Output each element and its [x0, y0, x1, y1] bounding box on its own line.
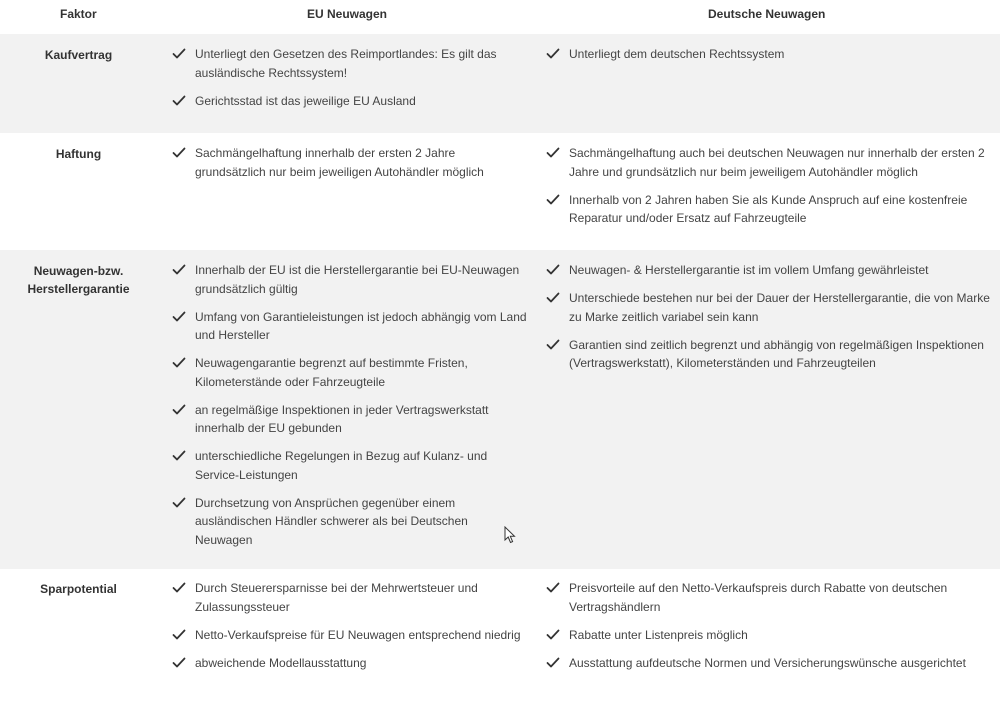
list-item-text: Sachmängelhaftung auch bei deutschen Neuwagen nur innerhalb der ersten 2 Jahre und grundsätzlich nur beim jeweiligem Autohändler möglich [569, 146, 985, 179]
check-icon [546, 146, 560, 159]
check-icon [172, 356, 186, 369]
header-faktor: Faktor [60, 7, 97, 21]
eu-neuwagen-cell [172, 261, 527, 559]
check-icon [172, 94, 186, 107]
list-item-text: Neuwagengarantie begrenzt auf bestimmte Fristen, Kilometerstände oder Fahrzeugteile [195, 356, 468, 389]
header-deutsche-neuwagen: Deutsche Neuwagen [708, 7, 826, 21]
list-item-text: Durchsetzung von Ansprüchen gegenüber einem ausländischen Händler schwerer als bei Deutschen Neuwagen [195, 495, 468, 547]
table-row [0, 569, 1000, 726]
deutsche-neuwagen-cell [546, 144, 990, 237]
list-item-text: abweichende Modellausstattung [195, 655, 367, 670]
list-item [546, 626, 990, 645]
list-item [546, 289, 990, 326]
check-icon [172, 403, 186, 416]
deutsche-neuwagen-cell [546, 579, 990, 682]
eu-neuwagen-cell [172, 144, 527, 191]
check-icon [172, 656, 186, 669]
check-icon [172, 146, 186, 159]
list-item-text: Preisvorteile auf den Netto-Verkaufspreis durch Rabatte von deutschen Vertragshändlern [569, 581, 948, 614]
list-item-text: Garantien sind zeitlich begrenzt und abhängig von regelmäßigen Inspektionen (Vertragswerkstatt), Kilometerständen und Fahrzeugteilen [569, 337, 984, 370]
list-item-text: Rabatte unter Listenpreis möglich [569, 627, 748, 642]
check-icon [172, 310, 186, 323]
eu-neuwagen-cell [172, 579, 527, 682]
list-item [172, 401, 527, 438]
list-item [546, 261, 990, 280]
check-icon [546, 47, 560, 60]
table-row [0, 34, 1000, 133]
list-item-text: Unterliegt den Gesetzen des Reimportlandes: Es gilt das ausländische Rechtssystem! [195, 47, 497, 80]
list-item-text: Sachmängelhaftung innerhalb der ersten 2 Jahre grundsätzlich nur beim jeweiligen Autohändler möglich [195, 146, 484, 179]
list-item [172, 308, 527, 345]
table-row [0, 250, 1000, 569]
list-item [172, 144, 527, 181]
list-item-text: Unterschiede bestehen nur bei der Dauer der Herstellergarantie, die von Marke zu Marke zeitlich variabel sein kann [569, 291, 990, 324]
check-icon [172, 628, 186, 641]
list-item-text: unterschiedliche Regelungen in Bezug auf Kulanz- und Service-Leistungen [195, 449, 488, 482]
deutsche-neuwagen-cell [546, 261, 990, 382]
list-item [546, 336, 990, 373]
check-icon [172, 263, 186, 276]
factor-label: Haftung [55, 147, 102, 161]
table-header [0, 0, 1000, 34]
list-item-text: Innerhalb von 2 Jahren haben Sie als Kunde Anspruch auf eine kostenfreie Reparatur und/oder Ersatz auf Fahrzeugteile [569, 192, 968, 225]
list-item-text: Netto-Verkaufspreise für EU Neuwagen entsprechend niedrig [195, 627, 521, 642]
check-icon [172, 581, 186, 594]
list-item [172, 45, 527, 82]
check-icon [546, 628, 560, 641]
list-item [172, 579, 527, 616]
check-icon [546, 338, 560, 351]
list-item-text: Unterliegt dem deutschen Rechtssystem [569, 47, 785, 61]
list-item [172, 92, 527, 111]
list-item [546, 654, 990, 673]
check-icon [546, 291, 560, 304]
list-item [546, 144, 990, 181]
check-icon [546, 656, 560, 669]
check-icon [172, 47, 186, 60]
table-row [0, 133, 1000, 250]
list-item [172, 261, 527, 298]
list-item-text: Ausstattung aufdeutsche Normen und Versicherungswünsche ausgerichtet [569, 655, 966, 670]
list-item [172, 354, 527, 391]
check-icon [172, 496, 186, 509]
check-icon [546, 581, 560, 594]
list-item [172, 654, 527, 673]
list-item [546, 45, 990, 64]
deutsche-neuwagen-cell [546, 45, 990, 73]
check-icon [546, 263, 560, 276]
list-item-text: Umfang von Garantieleistungen ist jedoch abhängig vom Land und Hersteller [195, 309, 527, 342]
list-item-text: Neuwagen- & Herstellergarantie ist im vollem Umfang gewährleistet [569, 263, 929, 277]
list-item [546, 579, 990, 616]
list-item-text: Gerichtsstad ist das jeweilige EU Ausland [195, 93, 416, 108]
list-item [172, 494, 527, 550]
list-item-text: an regelmäßige Inspektionen in jeder Vertragswerkstatt innerhalb der EU gebunden [195, 402, 489, 435]
factor-label: Sparpotential [40, 582, 117, 596]
mouse-cursor-icon [504, 526, 518, 544]
list-item [172, 626, 527, 645]
factor-label: Kaufvertrag [44, 48, 113, 62]
header-eu-neuwagen: EU Neuwagen [307, 7, 388, 21]
factor-label: Neuwagen-bzw. Herstellergarantie [27, 264, 130, 296]
check-icon [172, 449, 186, 462]
list-item [172, 447, 527, 484]
eu-neuwagen-cell [172, 45, 527, 120]
list-item-text: Durch Steuerersparnisse bei der Mehrwertsteuer und Zulassungssteuer [195, 581, 478, 614]
list-item-text: Innerhalb der EU ist die Herstellergarantie bei EU-Neuwagen grundsätzlich gültig [195, 263, 520, 296]
list-item [546, 191, 990, 228]
check-icon [546, 193, 560, 206]
